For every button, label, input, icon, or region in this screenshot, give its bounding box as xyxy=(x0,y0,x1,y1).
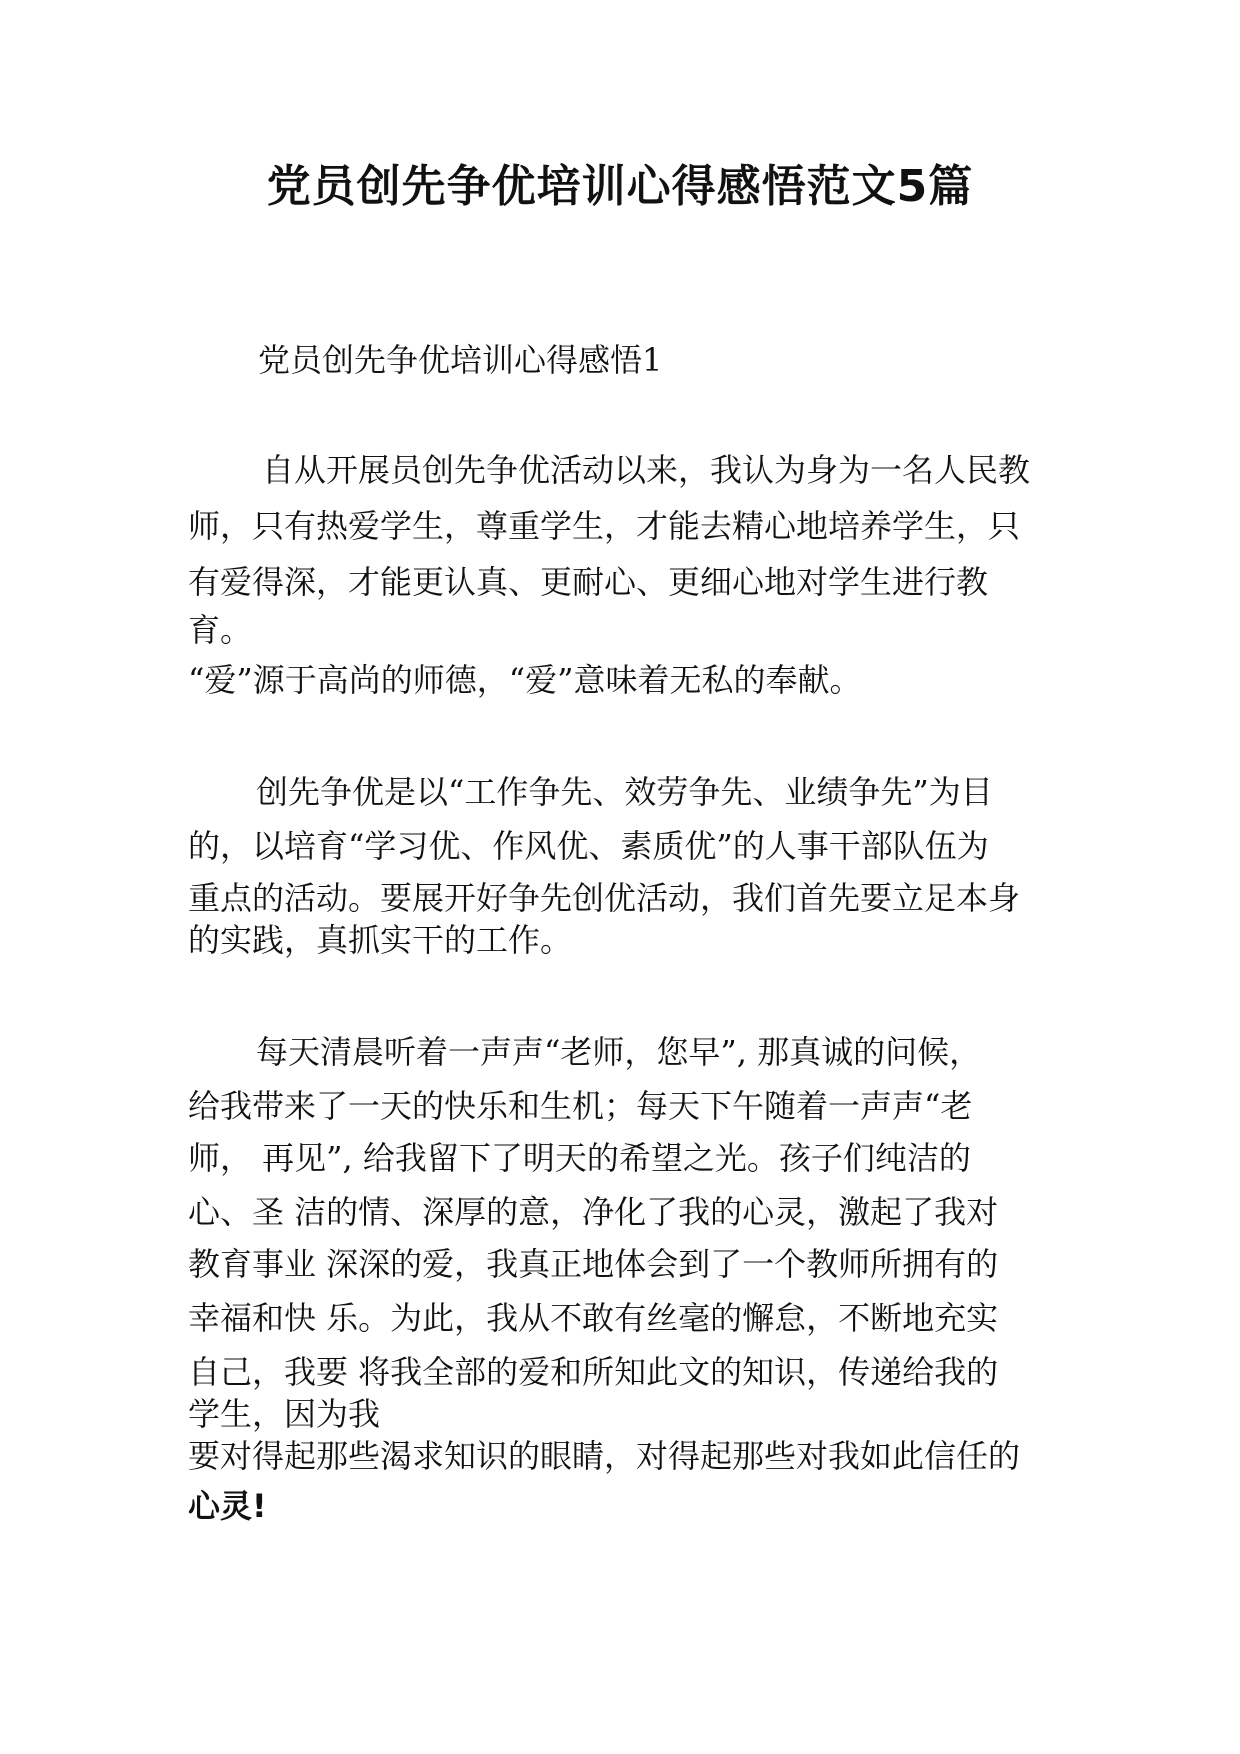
paragraph2-line-3: 重点的活动。要展开好争先创优活动，我们首先要立足本身 xyxy=(188,879,1021,917)
section-heading: 党员创先争优培训心得感悟1 xyxy=(258,341,663,379)
paragraph3-line-8: 学生，因为我 xyxy=(188,1395,381,1433)
paragraph3-line-4: 心、圣 洁的情、深厚的意，净化了我的心灵，激起了我对 xyxy=(188,1193,999,1231)
paragraph2-line-1: 创先争优是以“工作争先、效劳争先、业绩争先”为目 xyxy=(256,773,993,811)
paragraph2-line-2: 的，以培育“学习优、作风优、素质优”的人事干部队伍为 xyxy=(188,827,989,865)
paragraph3-line-10: 心灵! xyxy=(188,1487,267,1525)
paragraph3-line-7: 自己，我要 将我全部的爱和所知此文的知识，传递给我的 xyxy=(188,1353,999,1391)
paragraph1-line-2: 师，只有热爱学生，尊重学生，才能去精心地培养学生，只 xyxy=(188,507,1021,545)
paragraph3-line-2: 给我带来了一天的快乐和生机；每天下午随着一声声“老 xyxy=(188,1087,973,1125)
paragraph3-line-9: 要对得起那些渴求知识的眼睛，对得起那些对我如此信任的 xyxy=(188,1437,1021,1475)
paragraph3-line-5: 教育事业 深深的爱，我真正地体会到了一个教师所拥有的 xyxy=(188,1245,999,1283)
paragraph2-line-4: 的实践，真抓实干的工作。 xyxy=(188,921,573,959)
paragraph1-line-1: 自从开展员创先争优活动以来，我认为身为一名人民教 xyxy=(262,451,1031,489)
document-title: 党员创先争优培训心得感悟范文5篇 xyxy=(266,161,974,212)
paragraph1-line-4: 育。 xyxy=(188,611,253,649)
paragraph1-line-3: 有爱得深，才能更认真、更耐心、更细心地对学生进行教 xyxy=(188,563,989,601)
paragraph3-line-1: 每天清晨听着一声声“老师，您早”, 那真诚的问候， xyxy=(256,1033,982,1071)
paragraph3-line-3: 师， 再见”, 给我留下了明天的希望之光。孩子们纯洁的 xyxy=(188,1139,971,1177)
paragraph1-line-5: “爱”源于高尚的师德，“爱”意味着无私的奉献。 xyxy=(188,661,862,699)
paragraph3-line-6: 幸福和快 乐。为此，我从不敢有丝毫的懈怠，不断地充实 xyxy=(188,1299,999,1337)
